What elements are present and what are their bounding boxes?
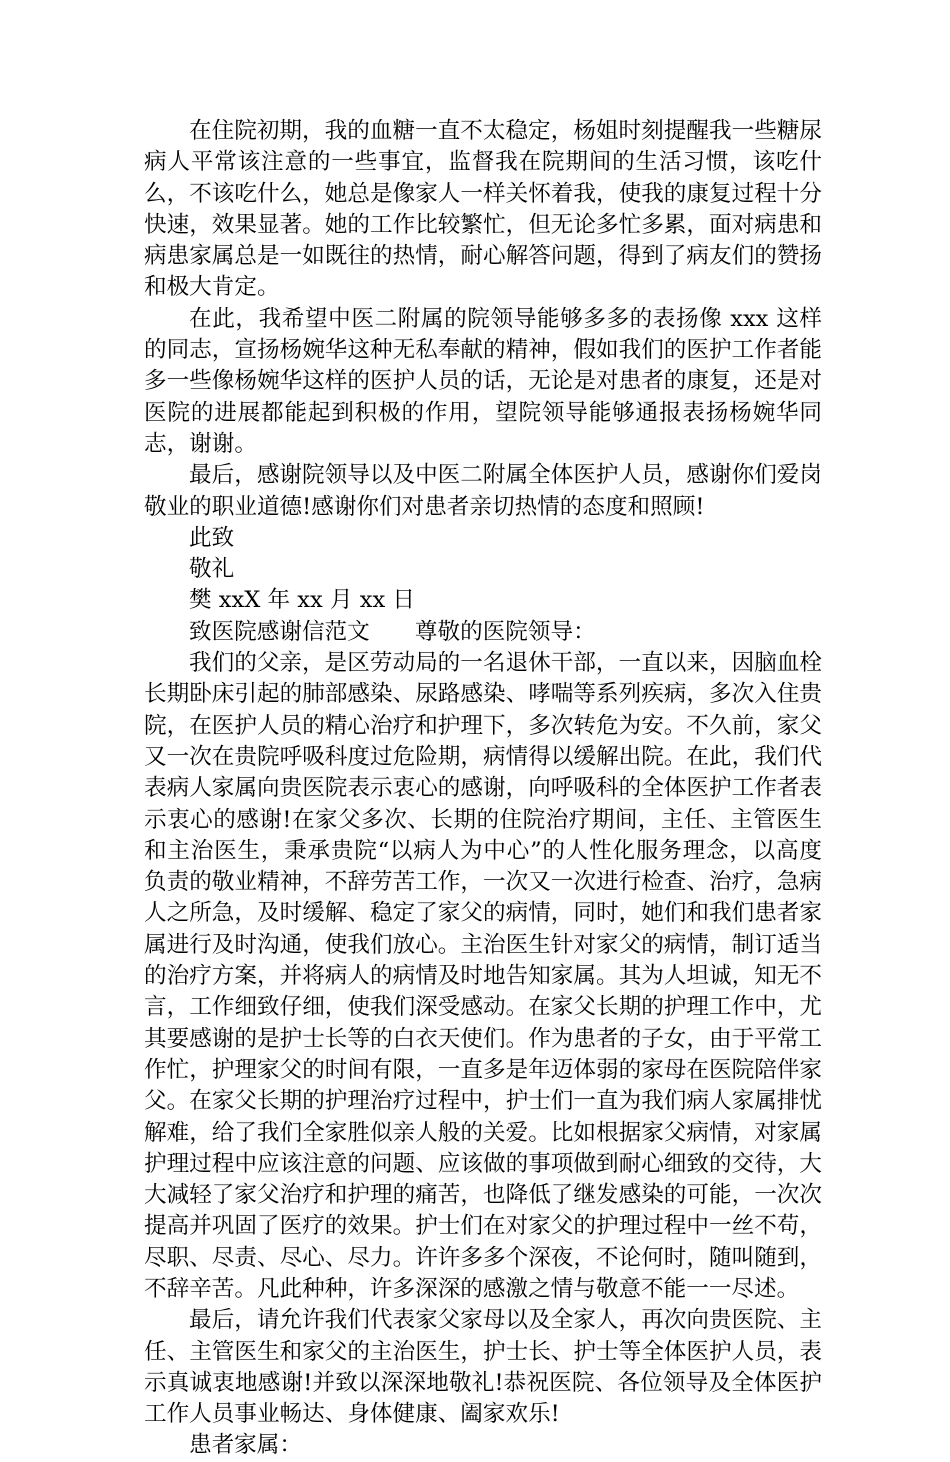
salutation-jingli: 敬礼 bbox=[189, 556, 235, 583]
paragraph-praise-request: 在此，我希望中医二附属的院领导能够多多的表扬像 xxx 这样的同志，宣扬杨婉华这种无私奉献的精神，假如我们的医护工作者能多一些像杨婉华这样的医护人员的话，无论是对患者的康复，还是对医院的进展都能起到积极的作用，望院领导能够通报表扬杨婉华同志，谢谢。 bbox=[144, 305, 822, 457]
second-letter-heading: 致医院感谢信范文 尊敬的医院领导： bbox=[189, 618, 596, 645]
document-body bbox=[144, 116, 822, 1462]
paragraph-father-treatment: 我们的父亲，是区劳动局的一名退休干部，一直以来，因脑血栓长期卧床引起的肺部感染、尿路感染、哮喘等系列疾病，多次入住贵院，在医护人员的精心治疗和护理下，多次转危为安。不久前，家父又一次在贵院呼吸科度过危险期，病情得以缓解出院。在此，我们代表病人家属向贵医院表示衷心的感谢，向呼吸科的全体医护工作者表示衷心的感谢!在家父多次、长期的住院治疗期间，主任、主管医生和主治医生，秉承贵院“以病人为中心”的人性化服务理念，以高度负责的敬业精神，不辞劳苦工作，一次又一次进行检查、治疗，急病人之所急，及时缓解、稳定了家父的病情，同时，她们和我们患者家属进行及时沟通，使我们放心。主治医生针对家父的病情，制订适当的治疗方案，并将病人的病情及时地告知家属。其为人坦诚，知无不言，工作细致仔细，使我们深受感动。在家父长期的护理工作中，尤其要感谢的是护士长等的白衣天使们。作为患者的子女，由于平常工作忙，护理家父的时间有限，一直多是年迈体弱的家母在医院陪伴家父。在家父长期的护理治疗过程中，护士们一直为我们病人家属排忧解难，给了我们全家胜似亲人般的关爱。比如根据家父病情，对家属护理过程中应该注意的问题、应该做的事项做到耐心细致的交待，大大减轻了家父治疗和护理的痛苦，也降低了继发感染的可能，一次次提高并巩固了医疗的效果。护士们在对家父的护理过程中一丝不苟，尽职、尽责、尽心、尽力。许许多多个深夜，不论何时，随叫随到，不辞辛苦。凡此种种，许多深深的感激之情与敬意不能一一尽述。 bbox=[144, 650, 822, 1302]
paragraph-nurse-care: 在住院初期，我的血糖一直不太稳定，杨姐时刻提醒我一些糖尿病人平常该注意的一些事宜，监督我在院期间的生活习惯，该吃什么，不该吃什么，她总是像家人一样关怀着我，使我的康复过程十分快速，效果显著。她的工作比较繁忙，但无论多忙多累，面对病患和病患家属总是一如既往的热情，耐心解答问题，得到了病友们的赞扬和极大肯定。 bbox=[144, 118, 822, 301]
paragraph-closing-thanks: 最后，感谢院领导以及中医二附属全体医护人员，感谢你们爱岗敬业的职业道德!感谢你们对患者亲切热情的态度和照顾! bbox=[144, 462, 822, 520]
salutation-cizhi: 此致 bbox=[189, 524, 235, 551]
signature-family: 患者家属： bbox=[189, 1432, 302, 1459]
signature-date: 樊 xxX 年 xx 月 xx 日 bbox=[189, 587, 416, 614]
paragraph-final-thanks: 最后，请允许我们代表家父家母以及全家人，再次向贵医院、主任、主管医生和家父的主治医生，护士长、护士等全体医护人员，表示真诚衷地感谢!并致以深深地敬礼!恭祝医院、各位领导及全体医护工作人员事业畅达、身体健康、阖家欢乐! bbox=[144, 1307, 822, 1428]
